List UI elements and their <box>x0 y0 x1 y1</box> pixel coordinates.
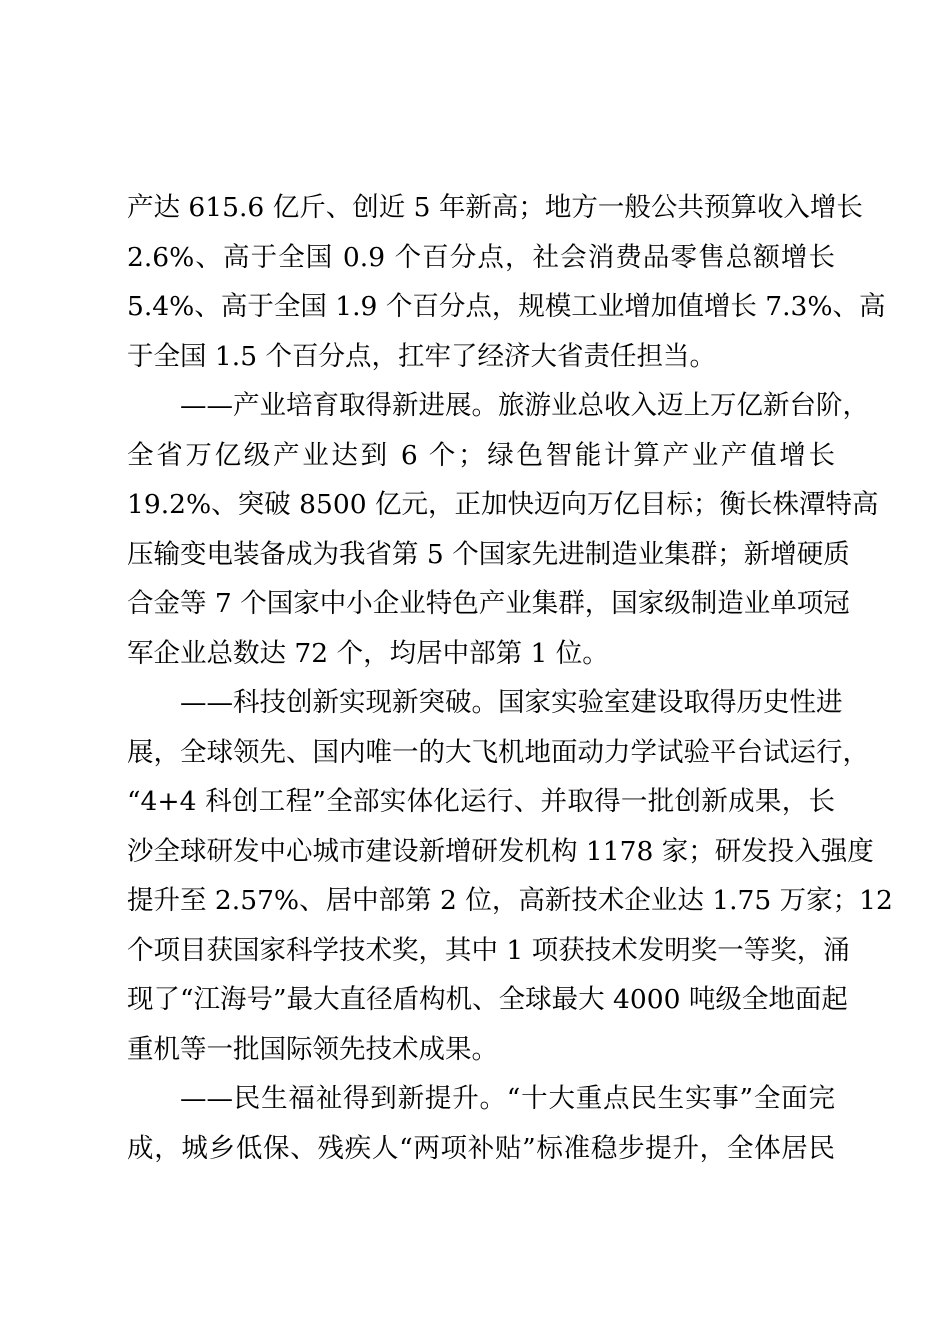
body-text-line: 合金等 7 个国家中小企业特色产业集群，国家级制造业单项冠 <box>127 588 850 619</box>
paragraph-first-line: ——科技创新实现新突破。国家实验室建设取得历史性进 <box>180 687 843 718</box>
body-text-line: 5.4%、高于全国 1.9 个百分点，规模工业增加值增长 7.3%、高 <box>127 291 886 322</box>
body-text-line: 压输变电装备成为我省第 5 个国家先进制造业集群；新增硬质 <box>127 538 850 570</box>
body-text-line: 全省万亿级产业达到 6 个；绿色智能计算产业产值增长 <box>127 439 835 471</box>
body-text-line: 2.6%、高于全国 0.9 个百分点，社会消费品零售总额增长 <box>127 241 835 273</box>
body-text-line: 产达 615.6 亿斤、创近 5 年新高；地方一般公共预算收入增长 <box>127 192 863 223</box>
body-text-line: 成，城乡低保、残疾人“两项补贴”标准稳步提升，全体居民 <box>127 1132 835 1164</box>
body-text-line: 重机等一批国际领先技术成果。 <box>127 1033 498 1065</box>
body-text-line: 展，全球领先、国内唯一的大飞机地面动力学试验平台试运行， <box>127 736 869 768</box>
body-text-line: 现了“江海号”最大直径盾构机、全球最大 4000 吨级全地面起 <box>127 984 848 1015</box>
body-text-line: 于全国 1.5 个百分点，扛牢了经济大省责任担当。 <box>127 340 716 372</box>
body-text-line: 沙全球研发中心城市建设新增研发机构 1178 家；研发投入强度 <box>127 835 874 867</box>
body-text-line: 个项目获国家科学技术奖，其中 1 项获技术发明奖一等奖，涌 <box>127 934 850 966</box>
paragraph-first-line: ——产业培育取得新进展。旅游业总收入迈上万亿新台阶， <box>180 390 869 421</box>
body-text-line: “4+4 科创工程”全部实体化运行、并取得一批创新成果，长 <box>127 786 835 817</box>
body-text-line: 19.2%、突破 8500 亿元，正加快迈向万亿目标；衡长株潭特高 <box>127 489 879 520</box>
document-body <box>127 183 893 1173</box>
paragraph-first-line: ——民生福祉得到新提升。“十大重点民生实事”全面完 <box>180 1083 835 1114</box>
body-text-line: 提升至 2.57%、居中部第 2 位，高新技术企业达 1.75 万家；12 <box>127 885 893 916</box>
body-text-line: 军企业总数达 72 个，均居中部第 1 位。 <box>127 637 609 669</box>
